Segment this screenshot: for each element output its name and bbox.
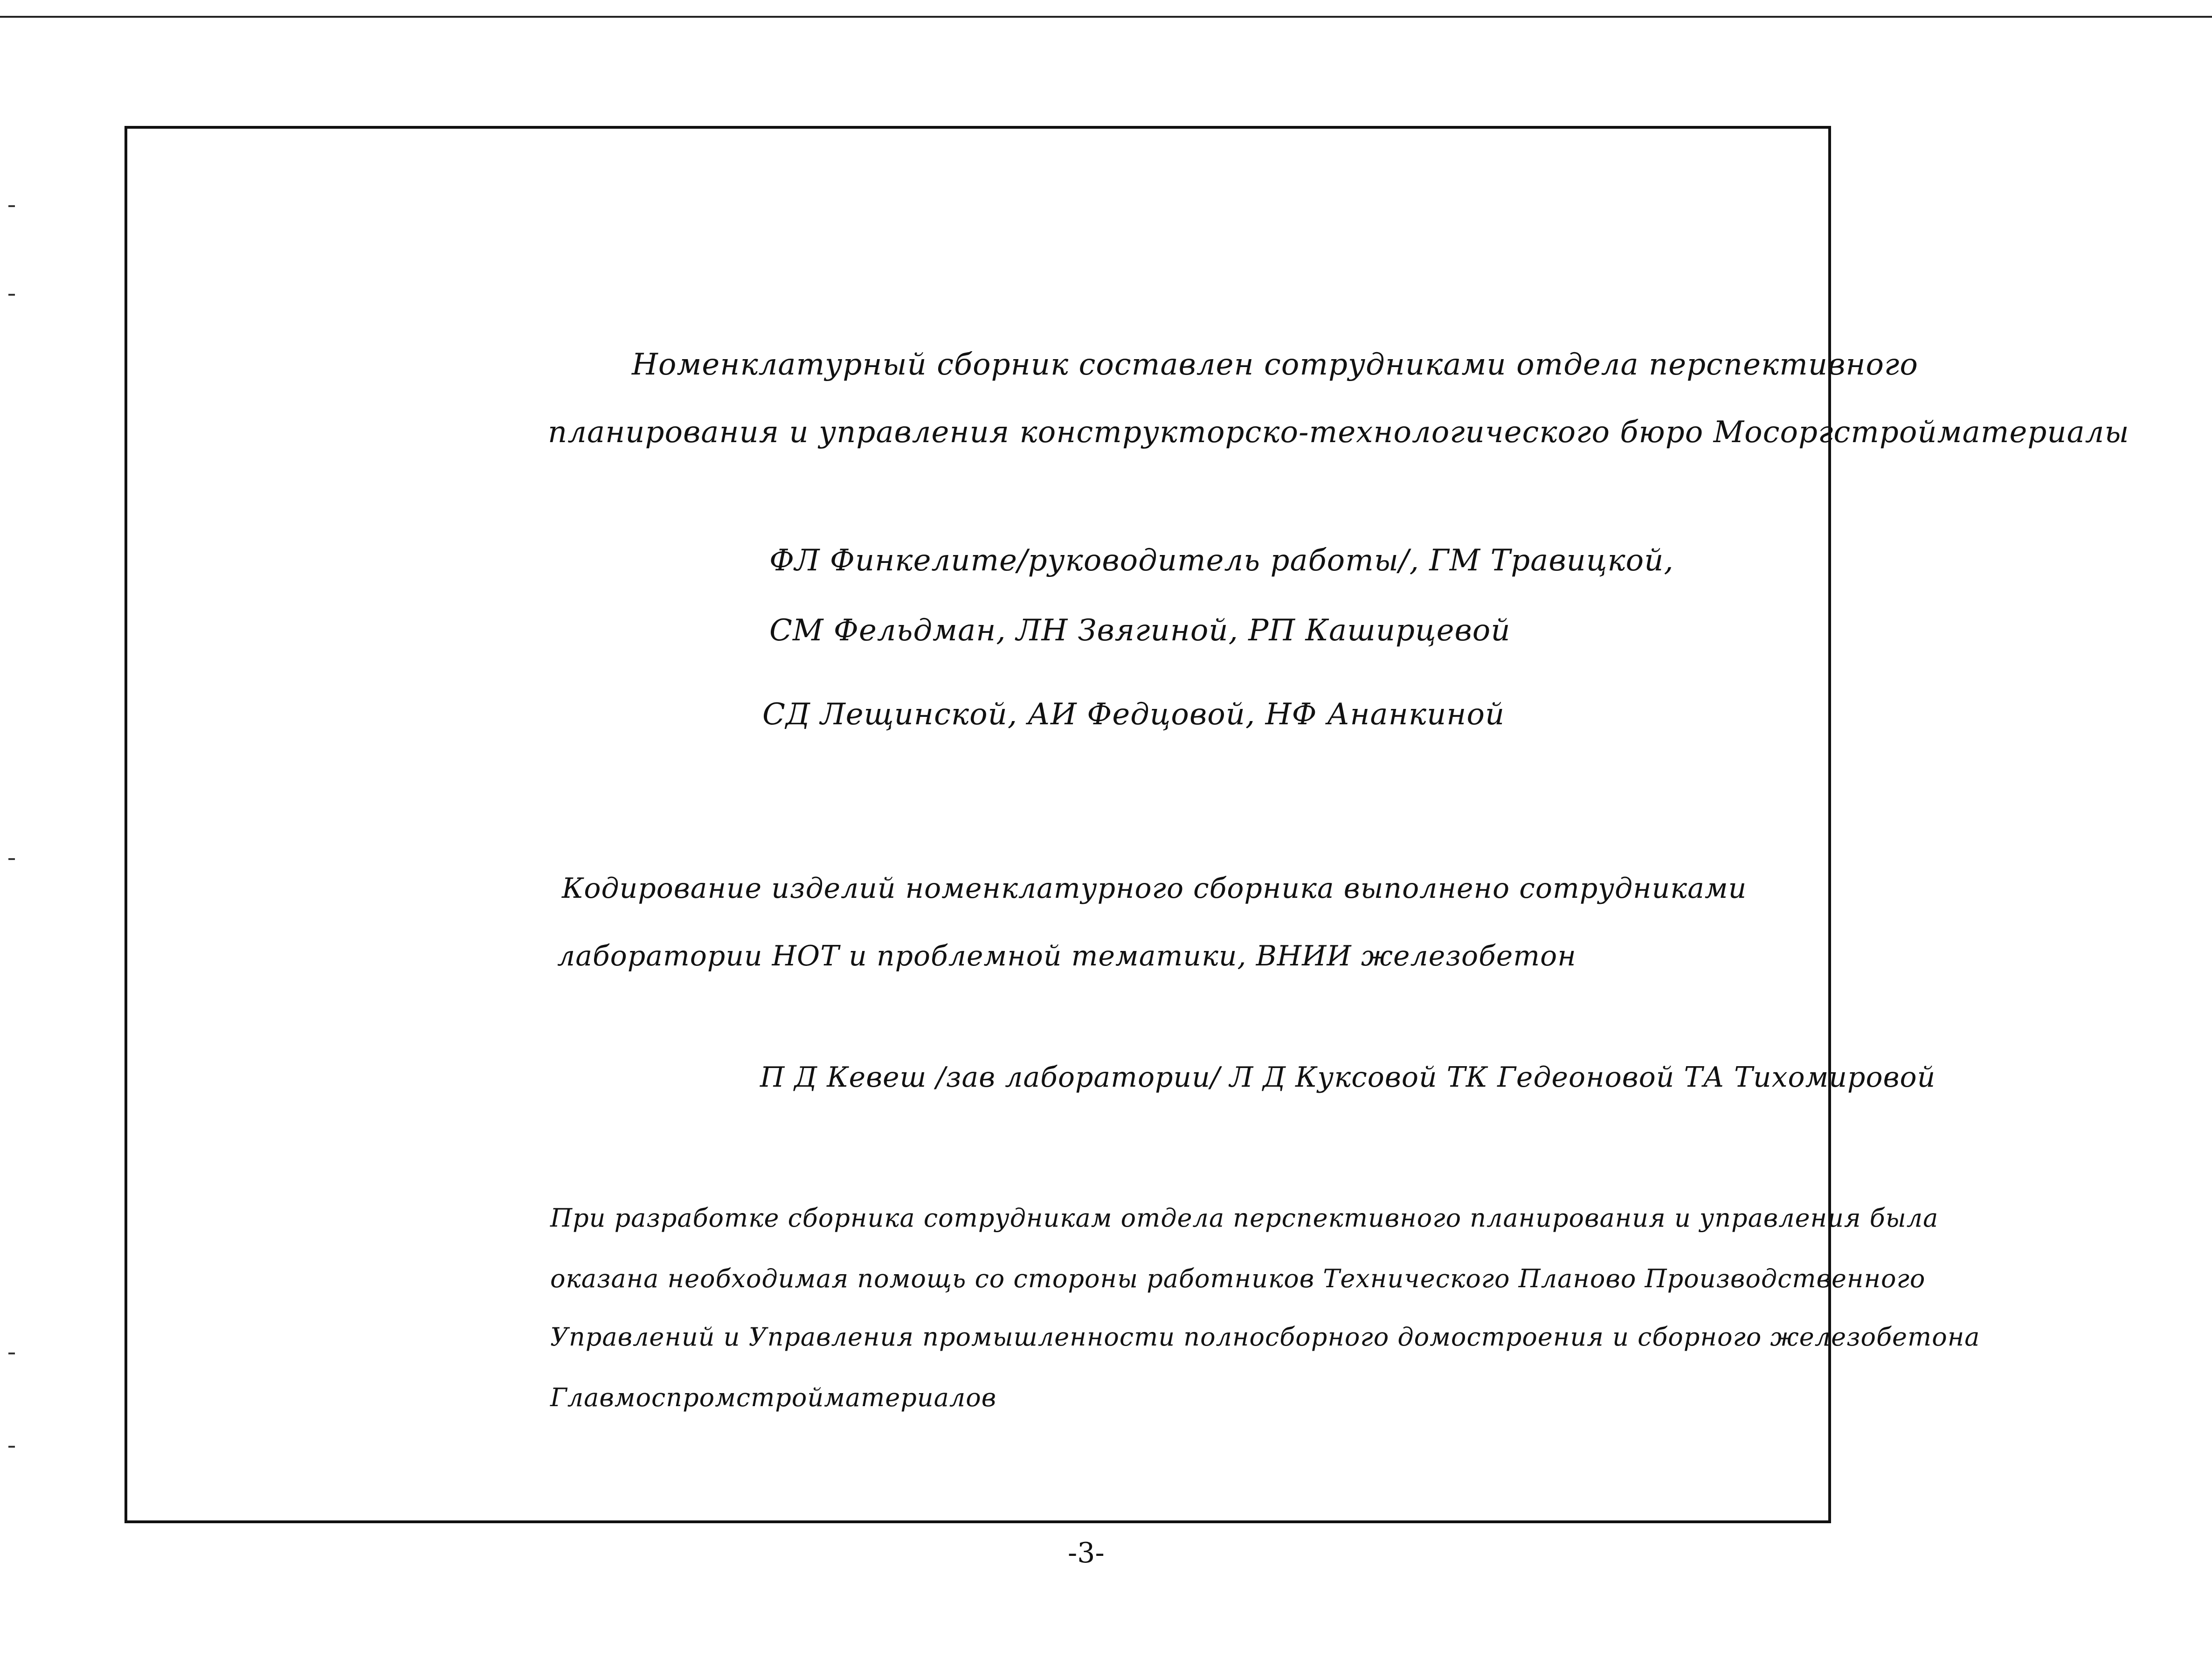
document-frame (124, 126, 1831, 1523)
paragraph-line: При разработке сборника сотрудникам отдела перспективного планирования и управления была (550, 1203, 1939, 1233)
top-scan-rule (0, 16, 2212, 18)
margin-mark (8, 1446, 15, 1448)
paragraph-line: Управлений и Управления промышленности полносборного домостроения и сборного железобетона (550, 1322, 1980, 1352)
paragraph-line: Номенклатурный сборник составлен сотрудниками отдела перспективного (632, 347, 1918, 382)
page-number: -3- (1068, 1537, 1105, 1569)
paragraph-line: Главмоспромстройматериалов (550, 1383, 997, 1412)
staff-names-line: П Д Кевеш /зав лаборатории/ Л Д Куксовой ТК Гедеоновой ТА Тихомировой (760, 1061, 1936, 1094)
paragraph-line: Кодирование изделий номенклатурного сборника выполнено сотрудниками (562, 872, 1747, 905)
margin-mark (8, 1353, 15, 1354)
staff-names-line: СМ Фельдман, ЛН Звягиной, РП Каширцевой (769, 613, 1511, 648)
paragraph-line: лаборатории НОТ и проблемной тематики, ВНИИ железобетон (557, 940, 1576, 972)
margin-mark (8, 294, 15, 296)
margin-mark (8, 205, 15, 207)
staff-names-line: ФЛ Финкелите/руководитель работы/, ГМ Травицкой, (769, 543, 1674, 578)
paragraph-line: планирования и управления конструкторско-технологического бюро Мосоргстройматериалы (548, 415, 2129, 450)
staff-names-line: СД Лещинской, АИ Федцовой, НФ Ананкиной (762, 697, 1505, 732)
margin-mark (8, 858, 15, 860)
paragraph-line: оказана необходимая помощь со стороны работников Технического Планово Производственного (550, 1264, 1926, 1293)
